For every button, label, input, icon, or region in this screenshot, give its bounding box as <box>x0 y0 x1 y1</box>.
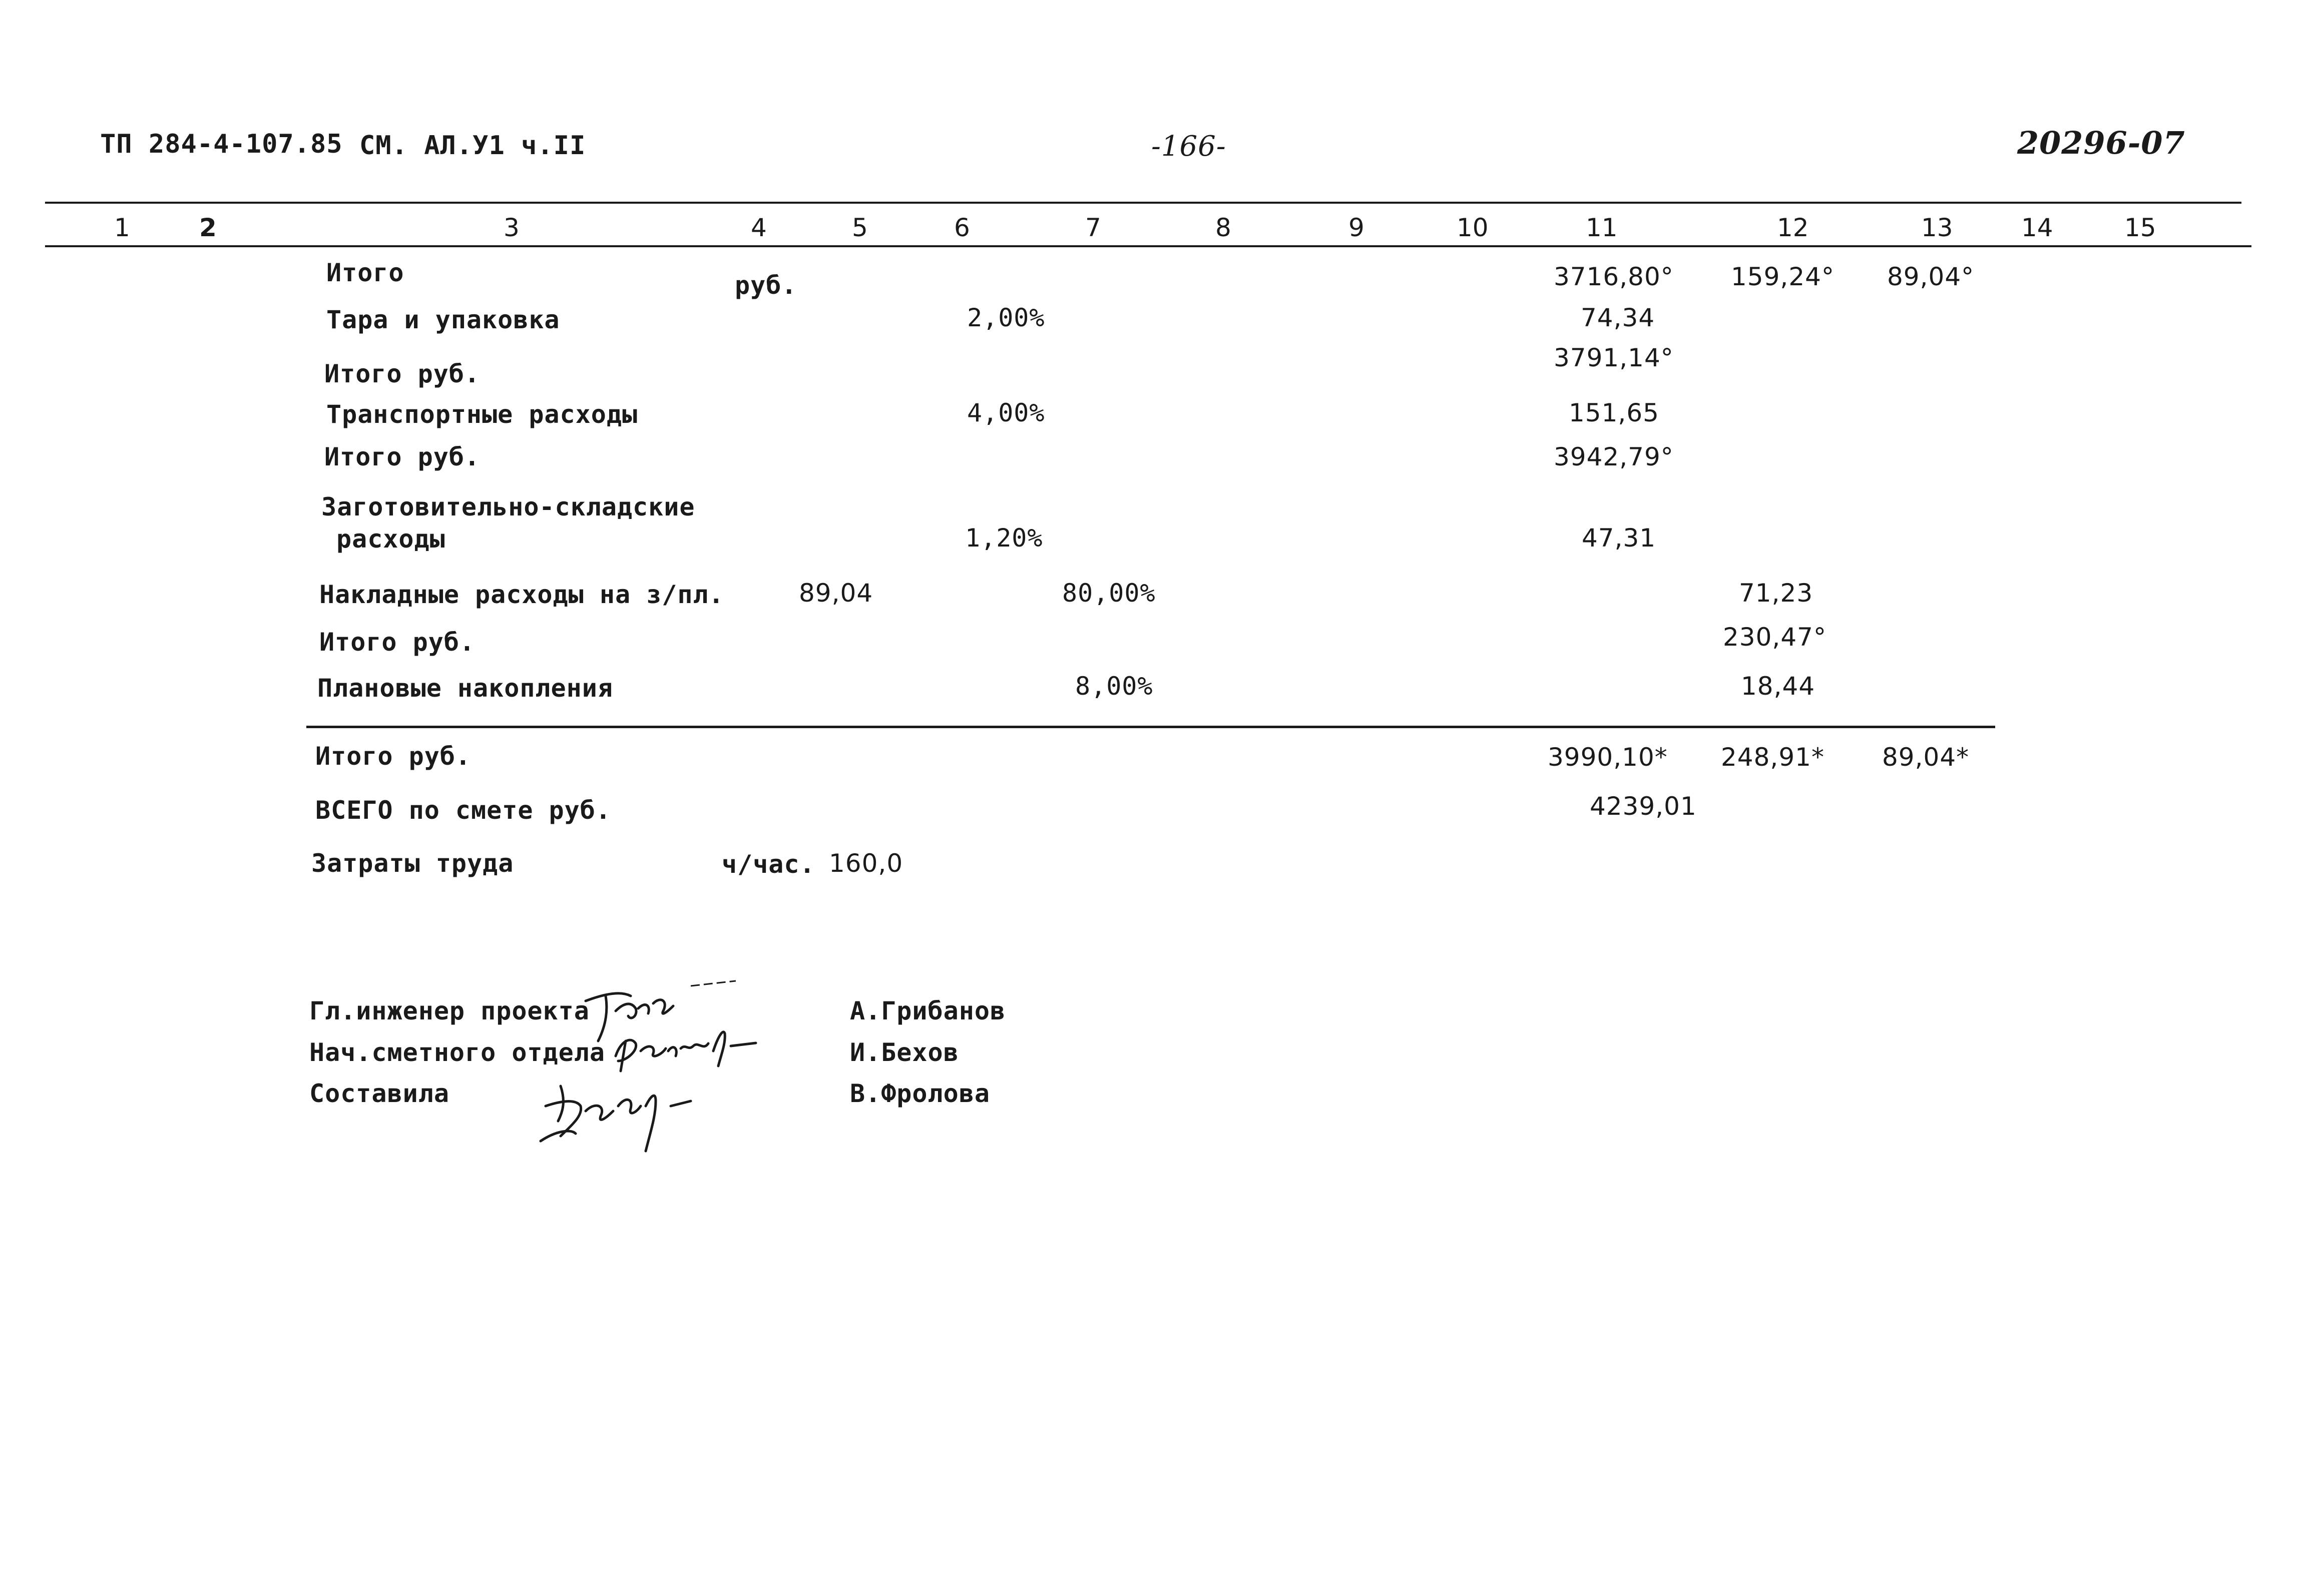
cell-col11: 3942,79° <box>1554 442 1674 471</box>
col-4: 4 <box>751 213 767 242</box>
row-unit: руб. <box>735 271 797 300</box>
sign-role: Нач.сметного отдела <box>309 1038 605 1067</box>
col-11: 11 <box>1586 213 1618 242</box>
row-label: ВСЕГО по смете руб. <box>315 796 611 825</box>
col-12: 12 <box>1777 213 1809 242</box>
cell-col7: 8,00% <box>1075 672 1153 701</box>
cell-col6: 4,00% <box>967 398 1045 427</box>
cell-col5: 89,04 <box>799 579 873 608</box>
col-5: 5 <box>852 213 868 242</box>
sign-role: Составила <box>309 1079 449 1108</box>
cell-col6: 2,00% <box>967 303 1045 332</box>
inventory-number: 20296-07 <box>2017 125 2185 161</box>
cell-col11: 74,34 <box>1581 303 1655 332</box>
row-label: Затраты труда <box>311 849 514 878</box>
col-9: 9 <box>1348 213 1364 242</box>
col-15: 15 <box>2124 213 2156 242</box>
signature-frolova <box>531 1076 721 1171</box>
doc-code: ТП 284-4-107.85 <box>100 129 343 159</box>
col-2: 2 <box>199 213 217 242</box>
row-label-2: расходы <box>336 524 445 554</box>
row-label: Плановые накопления <box>317 674 613 703</box>
row-label: Итого руб. <box>315 742 472 771</box>
row-unit: ч/час. <box>722 850 815 879</box>
sign-name: В.Фролова <box>850 1079 990 1108</box>
row-label: Накладные расходы на з/пл. <box>319 580 724 609</box>
col-7: 7 <box>1085 213 1101 242</box>
signature-behov <box>606 1021 776 1076</box>
col-1: 1 <box>114 213 130 242</box>
row-label: Итого руб. <box>324 442 481 471</box>
col-8: 8 <box>1215 213 1231 242</box>
col-13: 13 <box>1921 213 1953 242</box>
cell-col11: 4239,01 <box>1590 792 1697 821</box>
row-label: Итого <box>326 258 404 287</box>
row-label: Транспортные расходы <box>326 400 638 429</box>
sign-role: Гл.инженер проекта <box>309 996 590 1025</box>
page-number: -166- <box>1151 130 1226 163</box>
cell-col6: 1,20% <box>965 523 1043 553</box>
col-14: 14 <box>2021 213 2053 242</box>
cell-col12: 230,47° <box>1723 623 1826 652</box>
sign-name: А.Грибанов <box>850 996 1006 1025</box>
cell-col12: 248,91* <box>1721 743 1824 772</box>
cell-col7: 80,00% <box>1062 579 1156 608</box>
cell-col12: 18,44 <box>1741 672 1815 701</box>
header-bottom-rule <box>45 245 2251 247</box>
col-10: 10 <box>1457 213 1489 242</box>
row-label: Итого руб. <box>324 359 481 388</box>
row-label: Тара и упаковка <box>326 305 560 334</box>
col-6: 6 <box>954 213 970 242</box>
cell-col12: 71,23 <box>1739 579 1813 608</box>
cell-col13: 89,04* <box>1882 743 1970 772</box>
cell-col11: 151,65 <box>1569 398 1659 427</box>
row-label-1: Заготовительно-складские <box>321 492 695 521</box>
row-value: 160,0 <box>829 849 903 878</box>
sign-name: И.Бехов <box>850 1038 959 1067</box>
cell-col11: 3716,80° <box>1554 262 1674 291</box>
section-code: СМ. АЛ.У1 ч.II <box>359 131 586 161</box>
cell-col11: 3791,14° <box>1554 343 1674 372</box>
row-label: Итого руб. <box>319 628 476 657</box>
cell-col11: 3990,10* <box>1548 743 1668 772</box>
header-top-rule <box>45 202 2241 204</box>
col-3: 3 <box>504 213 520 242</box>
subtotal-rule <box>306 726 1995 728</box>
cell-col11: 47,31 <box>1582 523 1656 553</box>
cell-col12: 159,24° <box>1731 262 1834 291</box>
cell-col13: 89,04° <box>1887 262 1975 291</box>
